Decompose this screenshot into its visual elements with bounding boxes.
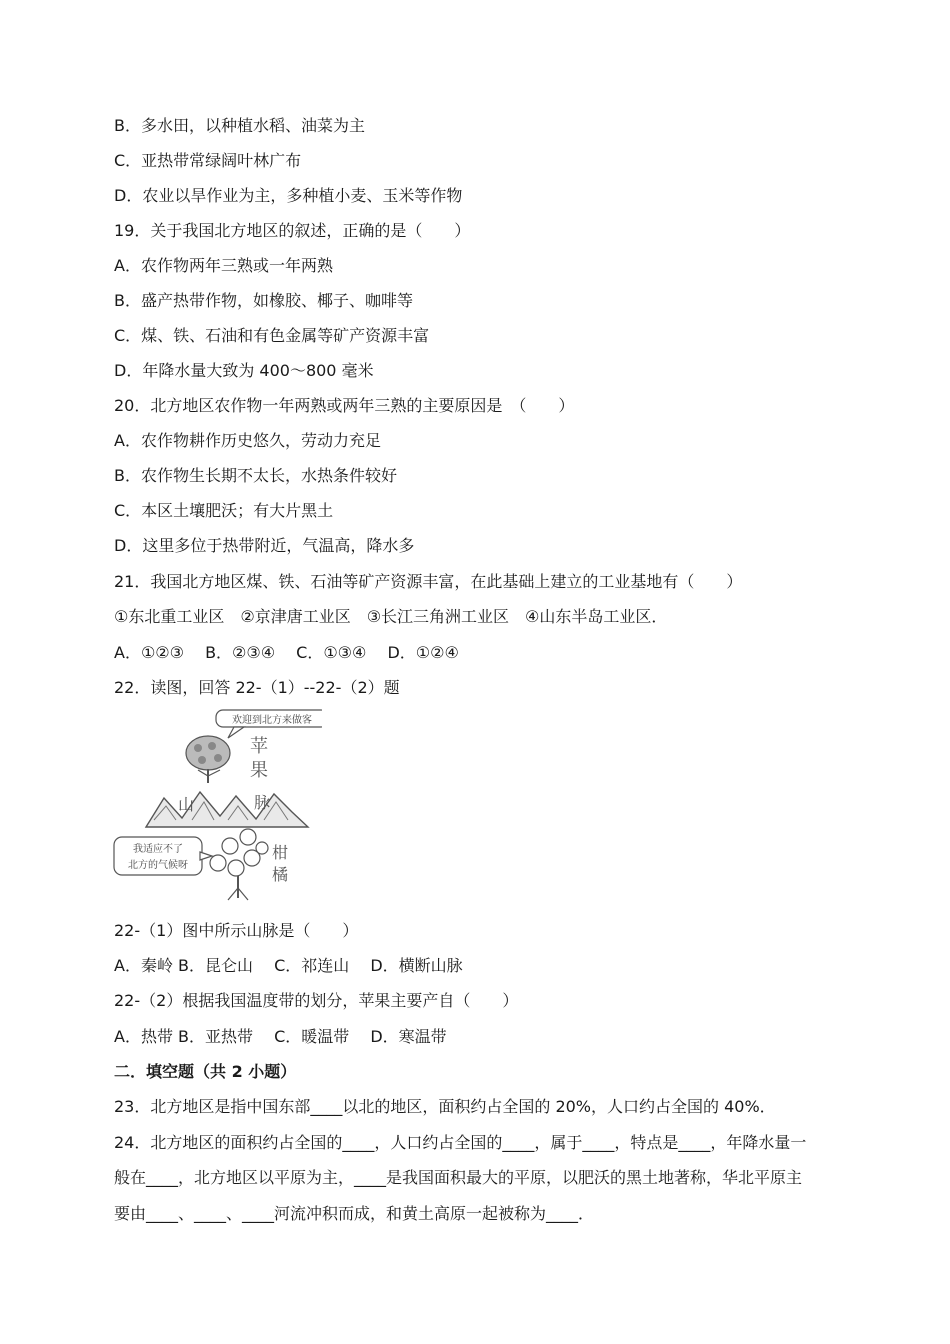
question-24-line-3: 要由____、____、____河流冲积而成，和黄土高原一起被称为____．	[114, 1204, 595, 1223]
options-21: A．①②③ B．②③④ C．①③④ D．①②④	[114, 643, 459, 662]
orange-label-1: 柑	[272, 843, 289, 862]
option-d-18: D．农业以旱作业为主，多种植小麦、玉米等作物	[114, 186, 463, 205]
mountain-label-1: 山	[178, 795, 195, 814]
option-b-19: B．盛产热带作物，如橡胶、椰子、咖啡等	[114, 291, 413, 310]
speech-bubble-top	[216, 710, 322, 738]
section-heading: 二．填空题（共 2 小题）	[114, 1062, 297, 1081]
option-d-19: D．年降水量大致为 400～800 毫米	[114, 361, 374, 380]
question-24-line-2: 般在____，北方地区以平原为主，____是我国面积最大的平原，以肥沃的黑土地著称，华北平原主	[114, 1168, 803, 1187]
question-22-1: 22-（1）图中所示山脉是（ ）	[114, 921, 359, 940]
question-19: 19．关于我国北方地区的叙述，正确的是（ ）	[114, 221, 471, 240]
option-c-20: C．本区土壤肥沃；有大片黑土	[114, 501, 334, 520]
question-21-items: ①东北重工业区 ②京津唐工业区 ③长江三角洲工业区 ④山东半岛工业区．	[114, 607, 668, 626]
orange-label-2: 橘	[272, 865, 289, 884]
option-d-20: D．这里多位于热带附近，气温高，降水多	[114, 536, 415, 555]
option-b-20: B．农作物生长期不太长，水热条件较好	[114, 466, 397, 485]
option-c-19: C．煤、铁、石油和有色金属等矿产资源丰富	[114, 326, 430, 345]
apple-tree-icon	[186, 736, 230, 783]
mountains-icon	[146, 792, 308, 827]
option-c-18: C．亚热带常绿阔叶林广布	[114, 151, 302, 170]
options-22-2: A．热带 B．亚热带 C．暖温带 D．寒温带	[114, 1027, 447, 1046]
apple-label-2: 果	[250, 760, 268, 781]
question-22: 22．读图，回答 22-（1）--22-（2）题	[114, 678, 400, 697]
option-b-18: B．多水田，以种植水稻、油菜为主	[114, 116, 365, 135]
question-20: 20．北方地区农作物一年两熟或两年三熟的主要原因是 （ ）	[114, 396, 575, 415]
speech-bottom-line-2: 北方的气候呀	[128, 860, 188, 871]
orange-tree-icon	[210, 829, 268, 900]
option-a-20: A．农作物耕作历史悠久，劳动力充足	[114, 431, 381, 450]
option-a-19: A．农作物两年三熟或一年两熟	[114, 256, 333, 275]
question-23: 23．北方地区是指中国东部____以北的地区，面积约占全国的 20%，人口约占全国的 40%．	[114, 1097, 776, 1116]
speech-bottom-line-1: 我适应不了	[133, 844, 183, 855]
question-21: 21．我国北方地区煤、铁、石油等矿产资源丰富，在此基础上建立的工业基地有（ ）	[114, 572, 743, 591]
question-22-2: 22-（2）根据我国温度带的划分，苹果主要产自（ ）	[114, 991, 519, 1010]
options-22-1: A．秦岭 B．昆仑山 C．祁连山 D．横断山脉	[114, 956, 463, 975]
apple-orange-illustration	[112, 706, 322, 906]
speech-bubble-bottom	[114, 837, 212, 875]
mountain-label-2: 脉	[254, 793, 271, 812]
apple-label-1: 苹	[250, 736, 268, 757]
speech-top-text: 欢迎到北方来做客	[232, 715, 312, 726]
question-24-line-1: 24．北方地区的面积约占全国的____，人口约占全国的____，属于____，特点是____，年降水量一	[114, 1133, 807, 1152]
